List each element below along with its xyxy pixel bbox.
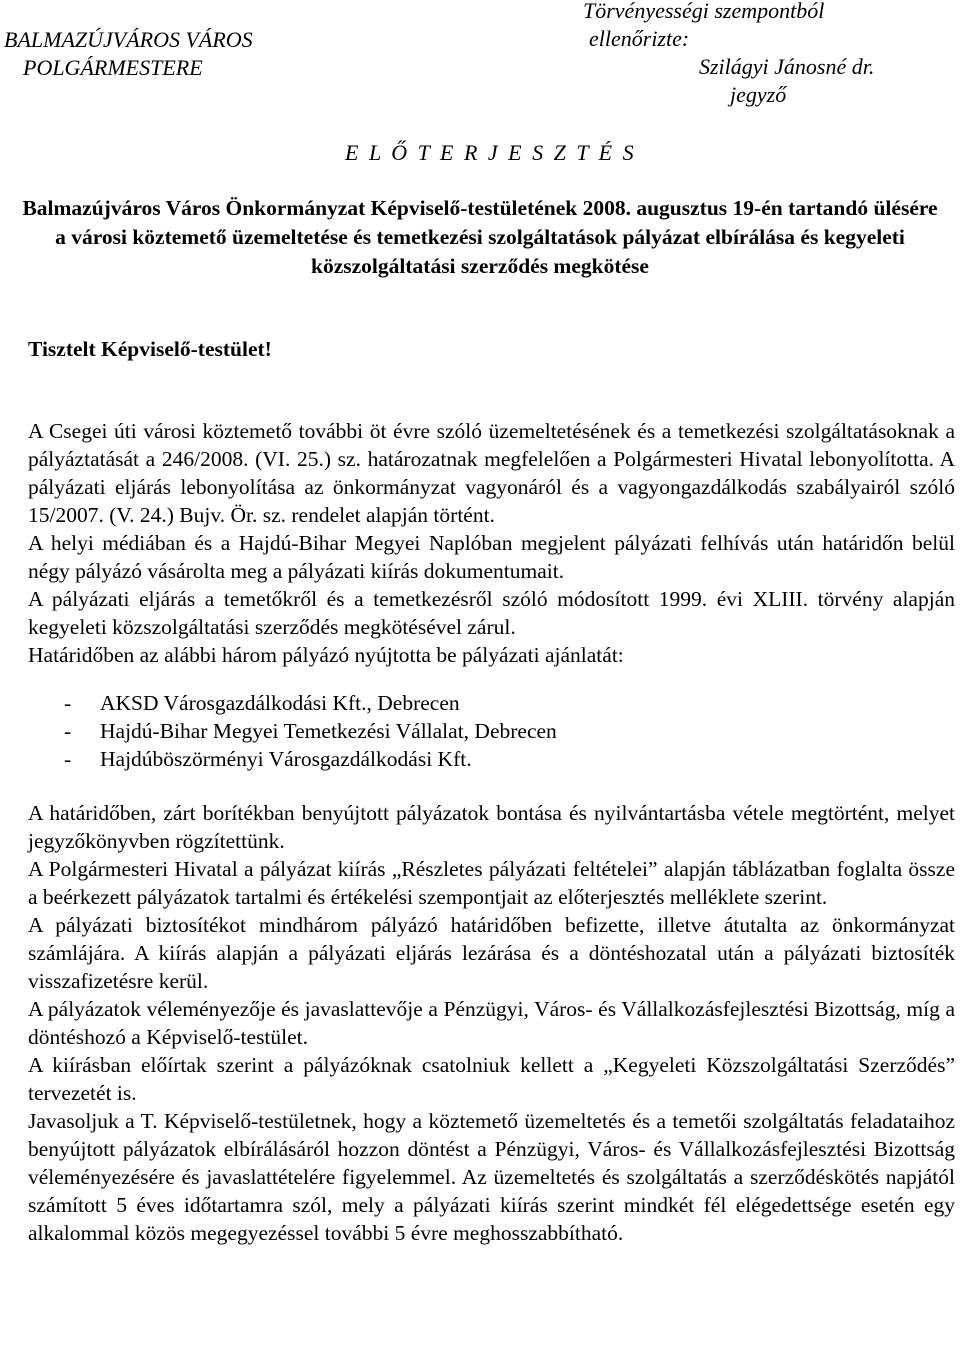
salutation: Tisztelt Képviselő-testület!	[28, 337, 272, 361]
legal-review-line1: Törvényességi szempontból	[583, 0, 825, 23]
bidder-name: Hajdúböszörményi Városgazdálkodási Kft.	[100, 747, 472, 771]
bidder-name: Hajdú-Bihar Megyei Temetkezési Vállalat, Debrecen	[100, 719, 557, 743]
paragraph: Javasoljuk a T. Képviselő-testületnek, hogy a köztemető üzemeltetés és a temetői szolgáltatás feladataihoz benyújtott pályázatok elbírálásáról hozzon döntést a Pénzügyi, Város- és Vállalkozásfejlesztési Bizottság véleményezésére és javaslattételére figyelemmel. Az üzemeltetés és szolgáltatás a szerződéskötés napjától számított 5 éves időtartamra szól, mely a pályázati kiírás szerint mindkét fél elégedettsége esetén egy alkalommal közös megegyezéssel további 5 évre meghosszabbítható.	[28, 1109, 955, 1245]
legal-review-block	[583, 0, 874, 109]
paragraph: A Polgármesteri Hivatal a pályázat kiírás „Részletes pályázati feltételei” alapján táblázatban foglalta össze a beérkezett pályázatok tartalmi és értékelési szempontjait az előterjesztés melléklete szerint.	[28, 857, 955, 909]
paragraph: Határidőben az alábbi három pályázó nyújtotta be pályázati ajánlatát:	[28, 643, 624, 667]
bullet-dash: -	[64, 691, 72, 715]
legal-review-line2: ellenőrizte:	[589, 26, 690, 51]
paragraph: A helyi médiában és a Hajdú-Bihar Megyei Naplóban megjelent pályázati felhívás után határidőn belül négy pályázó vásárolta meg a pályázati kiírás dokumentumait.	[28, 531, 955, 583]
paragraph: A Csegei úti városi köztemető további öt évre szóló üzemeltetésének és a temetkezési szolgáltatásoknak a pályáztatását a 246/2008. (VI. 25.) sz. határozatnak megfelelően a Polgármesteri Hivatal lebonyolította. A pályázati eljárás lebonyolítása az önkormányzat vagyonáról és a vagyongazdálkodás szabályairól szóló 15/2007. (V. 24.) Bujv. Ör. sz. rendelet alapján történt.	[28, 419, 955, 527]
paragraph: A pályázati eljárás a temetőkről és a temetkezésről szóló módosított 1999. évi XLIII. törvény alapján kegyeleti közszolgáltatási szerződés megkötésével zárul.	[28, 587, 955, 639]
issuer-city: BALMAZÚJVÁROS VÁROS	[4, 27, 253, 52]
bidder-list	[28, 689, 955, 773]
document-body	[28, 417, 955, 1247]
reviewer-title: jegyző	[730, 82, 787, 107]
reviewer-name: Szilágyi Jánosné dr.	[699, 54, 875, 79]
bullet-dash: -	[64, 747, 72, 771]
paragraph: A pályázatok véleményezője és javaslattevője a Pénzügyi, Város- és Vállalkozásfejlesztési Bizottság, míg a döntéshozó a Képviselő-testület.	[28, 997, 955, 1049]
paragraph: A pályázati biztosítékot mindhárom pályázó határidőben befizette, illetve átutalta az önkormányzat számlájára. A kiírás alapján a pályázati eljárás lezárása és a döntéshozatal után a pályázati biztosíték visszafizetésre kerül.	[28, 913, 955, 993]
document-title: E L Ő T E R J E S Z T É S	[345, 140, 635, 165]
list-item	[28, 717, 955, 745]
document-subject: Balmazújváros Város Önkormányzat Képviselő-testületének 2008. augusztus 19-én tartandó ülésére a városi köztemető üzemeltetése és temetkezési szolgáltatások pályázat elbírálása és kegyeleti közszolgáltatási szerződés megkötése	[22, 196, 938, 278]
paragraph: A kiírásban előírtak szerint a pályázóknak csatolniuk kellett a „Kegyeleti Közszolgáltatási Szerződés” tervezetét is.	[28, 1053, 955, 1105]
list-item	[28, 745, 955, 773]
bullet-dash: -	[64, 719, 72, 743]
bidder-name: AKSD Városgazdálkodási Kft., Debrecen	[100, 691, 460, 715]
paragraph: A határidőben, zárt borítékban benyújtott pályázatok bontása és nyilvántartásba vétele megtörtént, melyet jegyzőkönyvben rögzítettünk.	[28, 801, 955, 853]
list-item	[28, 689, 955, 717]
issuer-block	[4, 26, 253, 82]
issuer-office: POLGÁRMESTERE	[23, 55, 203, 80]
